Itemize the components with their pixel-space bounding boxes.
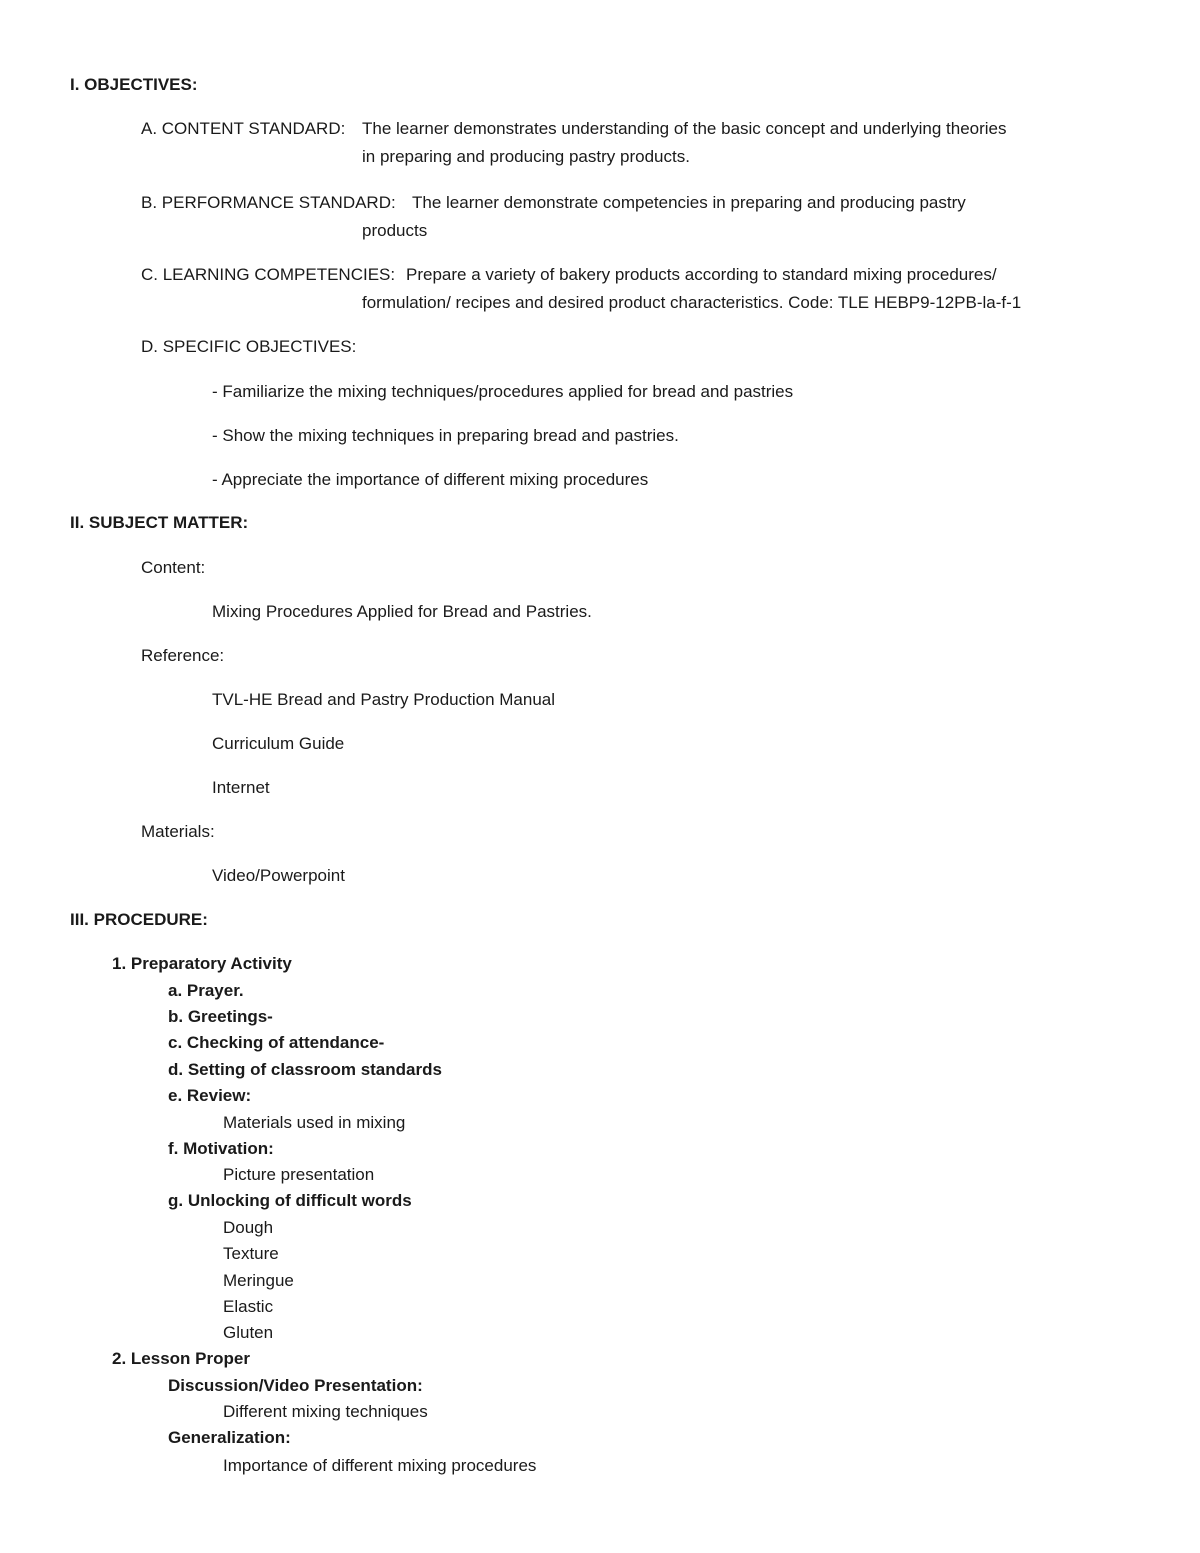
lesson-proper-title: 2. Lesson Proper bbox=[112, 1349, 250, 1368]
specific-objective-item: - Appreciate the importance of different mixing procedures bbox=[212, 470, 649, 489]
reference-item: TVL-HE Bread and Pastry Production Manual bbox=[212, 690, 556, 709]
difficult-word: Gluten bbox=[223, 1323, 274, 1342]
motivation-item: f. Motivation: bbox=[168, 1139, 274, 1158]
greetings-item: b. Greetings- bbox=[168, 1007, 273, 1026]
content-standard-line1: The learner demonstrates understanding of the basic concept and underlying theories bbox=[362, 119, 1007, 138]
learning-competencies-line2: formulation/ recipes and desired product characteristics. Code: TLE HEBP9-12PB-la-f-1 bbox=[362, 293, 1022, 312]
unlocking-words-item: g. Unlocking of difficult words bbox=[168, 1191, 412, 1210]
preparatory-activity-title: 1. Preparatory Activity bbox=[112, 954, 292, 973]
attendance-item: c. Checking of attendance- bbox=[168, 1033, 385, 1052]
motivation-value: Picture presentation bbox=[223, 1165, 375, 1184]
generalization-value: Importance of different mixing procedures bbox=[223, 1456, 537, 1475]
subject-matter-heading: II. SUBJECT MATTER: bbox=[70, 513, 249, 532]
objectives-heading: I. OBJECTIVES: bbox=[70, 75, 198, 94]
prayer-item: a. Prayer. bbox=[168, 981, 244, 1000]
difficult-word: Texture bbox=[223, 1244, 279, 1263]
procedure-heading: III. PROCEDURE: bbox=[70, 910, 208, 929]
difficult-word: Meringue bbox=[223, 1271, 294, 1290]
difficult-word: Dough bbox=[223, 1218, 274, 1237]
review-item: e. Review: bbox=[168, 1086, 252, 1105]
reference-item: Internet bbox=[212, 778, 270, 797]
learning-competencies-line1: Prepare a variety of bakery products according to standard mixing procedures/ bbox=[406, 265, 997, 284]
discussion-value: Different mixing techniques bbox=[223, 1402, 428, 1421]
materials-value: Video/Powerpoint bbox=[212, 866, 345, 885]
specific-objective-item: - Show the mixing techniques in preparing bread and pastries. bbox=[212, 426, 679, 445]
reference-item: Curriculum Guide bbox=[212, 734, 345, 753]
performance-standard-label: B. PERFORMANCE STANDARD: bbox=[141, 193, 396, 212]
discussion-label: Discussion/Video Presentation: bbox=[168, 1376, 423, 1395]
review-value: Materials used in mixing bbox=[223, 1113, 406, 1132]
classroom-standards-item: d. Setting of classroom standards bbox=[168, 1060, 442, 1079]
content-value: Mixing Procedures Applied for Bread and Pastries. bbox=[212, 602, 592, 621]
content-label: Content: bbox=[141, 558, 206, 577]
content-standard-label: A. CONTENT STANDARD: bbox=[141, 119, 346, 138]
materials-label: Materials: bbox=[141, 822, 215, 841]
performance-standard-line1: The learner demonstrate competencies in preparing and producing pastry bbox=[412, 193, 966, 212]
generalization-label: Generalization: bbox=[168, 1428, 291, 1447]
learning-competencies-label: C. LEARNING COMPETENCIES: bbox=[141, 265, 396, 284]
reference-label: Reference: bbox=[141, 646, 225, 665]
difficult-word: Elastic bbox=[223, 1297, 274, 1316]
content-standard-line2: in preparing and producing pastry products. bbox=[362, 147, 690, 166]
specific-objective-item: - Familiarize the mixing techniques/procedures applied for bread and pastries bbox=[212, 382, 794, 401]
performance-standard-line2: products bbox=[362, 221, 428, 240]
specific-objectives-label: D. SPECIFIC OBJECTIVES: bbox=[141, 337, 357, 356]
